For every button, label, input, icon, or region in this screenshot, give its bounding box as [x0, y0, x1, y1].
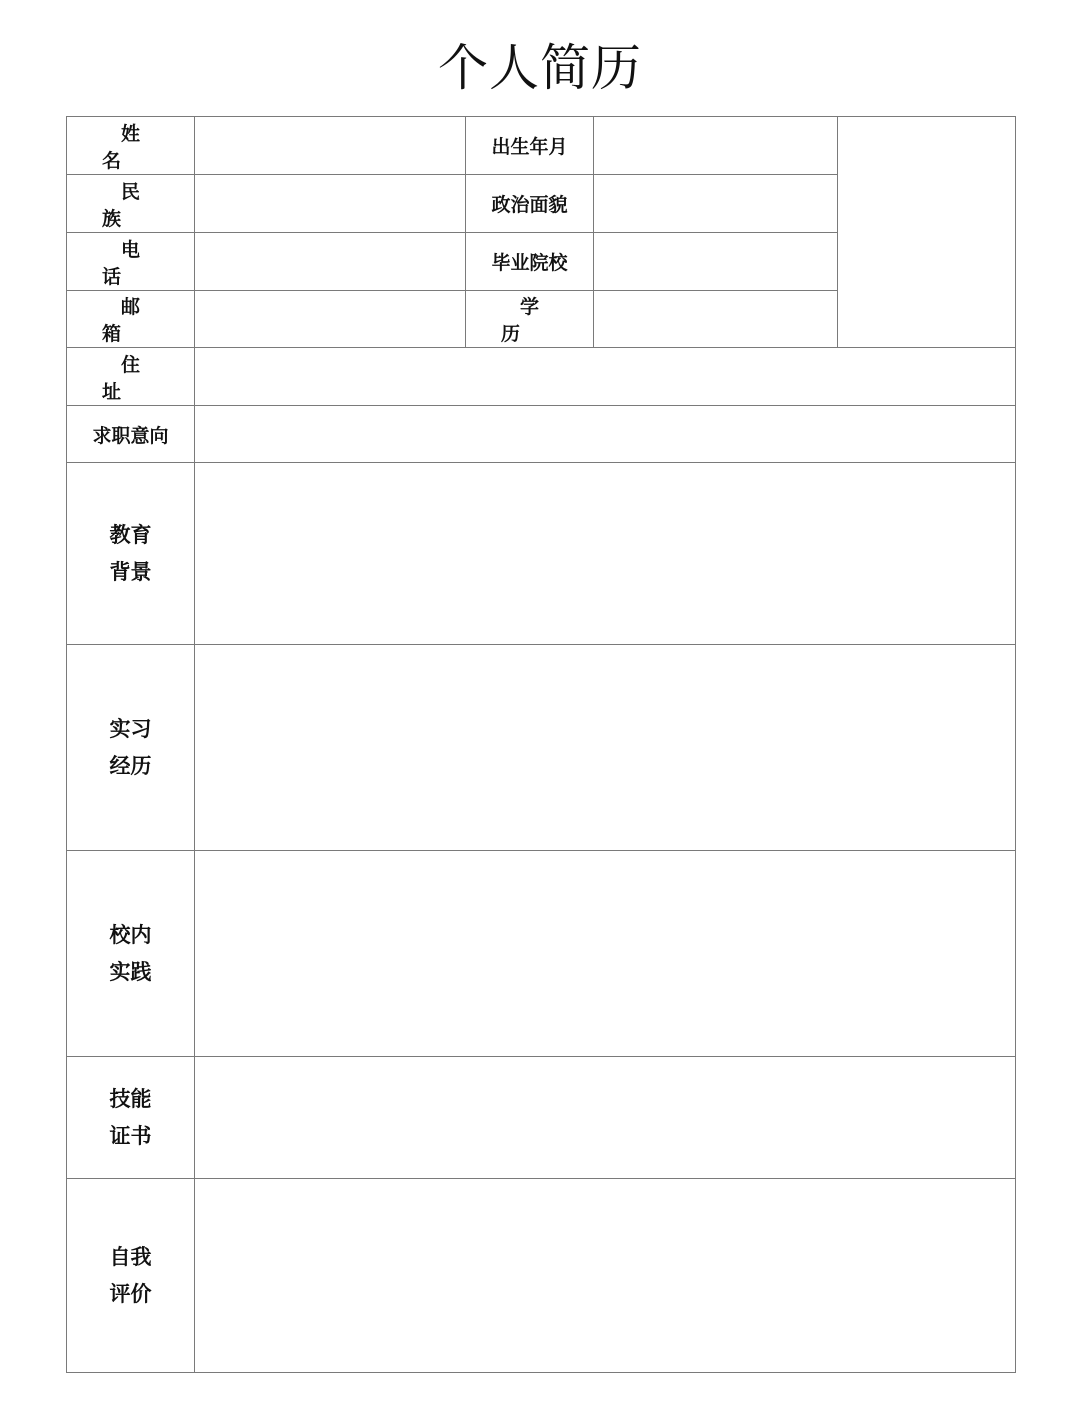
row-campus	[67, 851, 1016, 1057]
education-label-line1: 教育	[109, 522, 152, 547]
political-status-field[interactable]	[594, 175, 838, 233]
skills-label-line1: 技能	[109, 1086, 152, 1111]
campus-label	[67, 851, 195, 1057]
phone-field[interactable]	[195, 233, 466, 291]
self-eval-label-line1: 自我	[109, 1244, 152, 1269]
row-self-eval	[67, 1179, 1016, 1373]
internship-content[interactable]	[195, 645, 1016, 851]
school-label: 毕业院校	[466, 233, 594, 291]
birth-label: 出生年月	[466, 117, 594, 175]
degree-label: 学历	[466, 291, 594, 348]
self-eval-label	[67, 1179, 195, 1373]
name-label: 姓名	[67, 117, 195, 175]
photo-area[interactable]	[838, 117, 1016, 348]
address-field[interactable]	[195, 348, 1016, 406]
page-title: 个人简历	[438, 39, 642, 97]
row-name	[67, 117, 1016, 175]
school-field[interactable]	[594, 233, 838, 291]
name-field[interactable]	[195, 117, 466, 175]
internship-label	[67, 645, 195, 851]
row-skills	[67, 1057, 1016, 1179]
job-intention-label: 求职意向	[67, 406, 195, 463]
email-label: 邮箱	[67, 291, 195, 348]
education-content[interactable]	[195, 463, 1016, 645]
row-education	[67, 463, 1016, 645]
ethnicity-label: 民族	[67, 175, 195, 233]
skills-content[interactable]	[195, 1057, 1016, 1179]
skills-label-line2: 证书	[109, 1123, 152, 1148]
address-label: 住址	[67, 348, 195, 406]
campus-label-line1: 校内	[109, 922, 152, 947]
degree-field[interactable]	[594, 291, 838, 348]
self-eval-label-line2: 评价	[109, 1281, 152, 1306]
row-job-intention	[67, 406, 1016, 463]
political-status-label: 政治面貌	[466, 175, 594, 233]
birth-field[interactable]	[594, 117, 838, 175]
self-eval-content[interactable]	[195, 1179, 1016, 1373]
resume-table	[66, 116, 1016, 1373]
job-intention-field[interactable]	[195, 406, 1016, 463]
row-internship	[67, 645, 1016, 851]
row-address	[67, 348, 1016, 406]
campus-label-line2: 实践	[109, 959, 152, 984]
ethnicity-field[interactable]	[195, 175, 466, 233]
phone-label: 电话	[67, 233, 195, 291]
email-field[interactable]	[195, 291, 466, 348]
internship-label-line1: 实习	[109, 716, 152, 741]
skills-label	[67, 1057, 195, 1179]
education-label-line2: 背景	[109, 559, 152, 584]
campus-content[interactable]	[195, 851, 1016, 1057]
internship-label-line2: 经历	[109, 753, 152, 778]
education-label	[67, 463, 195, 645]
